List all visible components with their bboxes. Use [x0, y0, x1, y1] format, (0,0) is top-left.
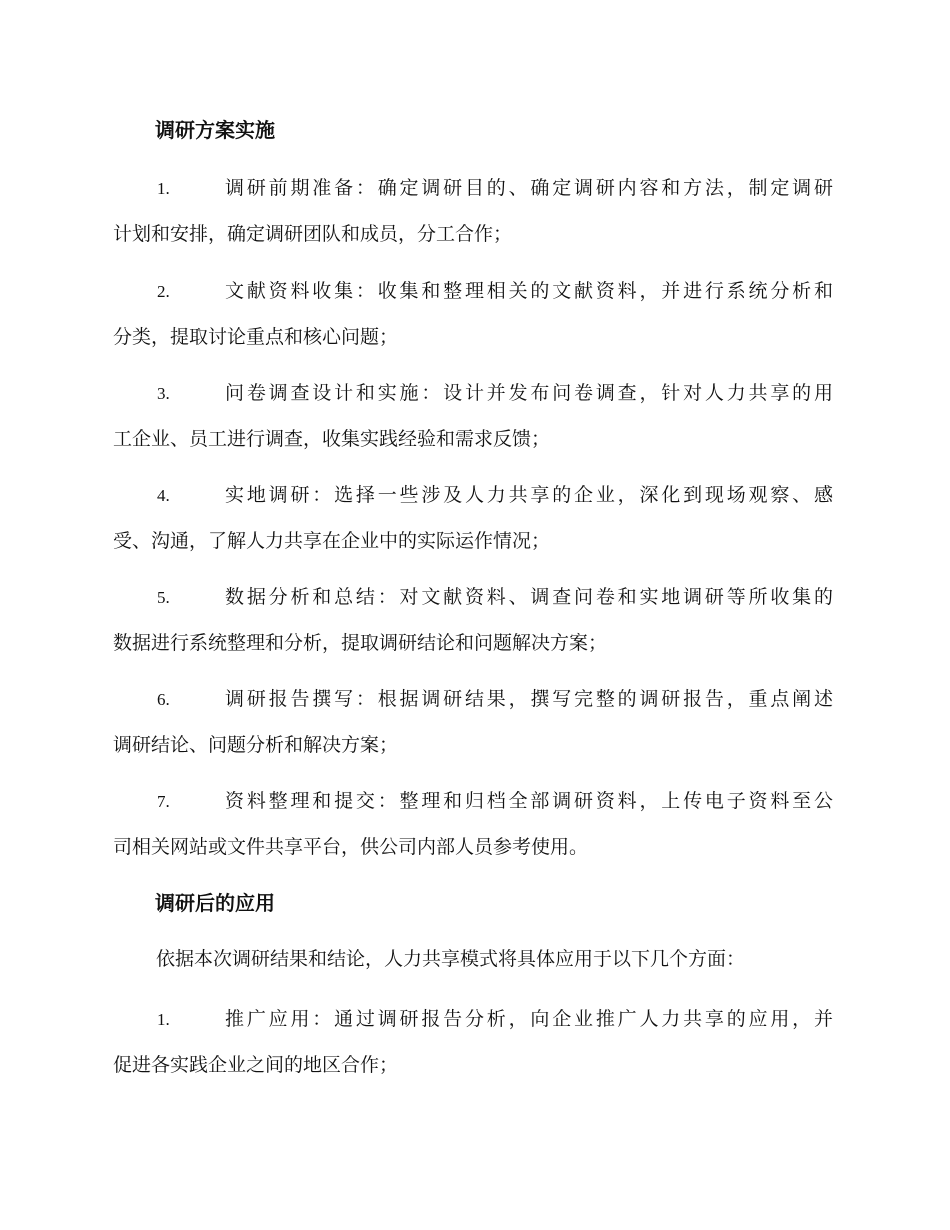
- list-item-text: 推广应用：通过调研报告分析，向企业推广人力共享的应用，并: [225, 1008, 833, 1030]
- list-item-text-continued: 促进各实践企业之间的地区合作；: [113, 1054, 399, 1076]
- list-item-text-continued: 调研结论、问题分析和解决方案；: [113, 734, 399, 756]
- section-heading-implementation: 调研方案实施: [155, 118, 275, 142]
- list-item: [113, 482, 833, 574]
- list-number: 1.: [157, 1010, 170, 1029]
- list-item: [113, 278, 833, 370]
- list-item-text: 文献资料收集：收集和整理相关的文献资料，并进行系统分析和: [225, 280, 833, 302]
- list-number: 1.: [157, 179, 170, 198]
- list-number: 3.: [157, 384, 170, 403]
- list-item-text: 实地调研：选择一些涉及人力共享的企业，深化到现场观察、感: [225, 484, 833, 506]
- list-item-text: 数据分析和总结：对文献资料、调查问卷和实地调研等所收集的: [225, 586, 833, 608]
- list-item-text-continued: 数据进行系统整理和分析，提取调研结论和问题解决方案；: [113, 632, 608, 654]
- list-item: [113, 788, 833, 880]
- list-item-text-continued: 司相关网站或文件共享平台，供公司内部人员参考使用。: [113, 836, 589, 858]
- intro-paragraph: 依据本次调研结果和结论，人力共享模式将具体应用于以下几个方面：: [156, 948, 746, 970]
- list-item: [113, 584, 833, 676]
- list-item: [113, 175, 833, 267]
- list-item-text-continued: 计划和安排，确定调研团队和成员，分工合作；: [113, 223, 513, 245]
- list-item-text: 调研前期准备：确定调研目的、确定调研内容和方法，制定调研: [225, 177, 833, 199]
- list-number: 7.: [157, 792, 170, 811]
- section-heading-application: 调研后的应用: [155, 891, 275, 915]
- list-number: 6.: [157, 690, 170, 709]
- list-item-text-continued: 分类，提取讨论重点和核心问题；: [113, 326, 399, 348]
- list-number: 5.: [157, 588, 170, 607]
- list-item: [113, 1006, 833, 1098]
- list-item-text: 问卷调查设计和实施：设计并发布问卷调查，针对人力共享的用: [225, 382, 833, 404]
- list-item: [113, 380, 833, 472]
- list-number: 2.: [157, 282, 170, 301]
- list-number: 4.: [157, 486, 170, 505]
- list-item-text: 调研报告撰写：根据调研结果，撰写完整的调研报告，重点阐述: [225, 688, 833, 710]
- list-item-text-continued: 受、沟通，了解人力共享在企业中的实际运作情况；: [113, 530, 551, 552]
- list-item-text-continued: 工企业、员工进行调查，收集实践经验和需求反馈；: [113, 428, 551, 450]
- list-item-text: 资料整理和提交：整理和归档全部调研资料，上传电子资料至公: [225, 790, 833, 812]
- list-item: [113, 686, 833, 778]
